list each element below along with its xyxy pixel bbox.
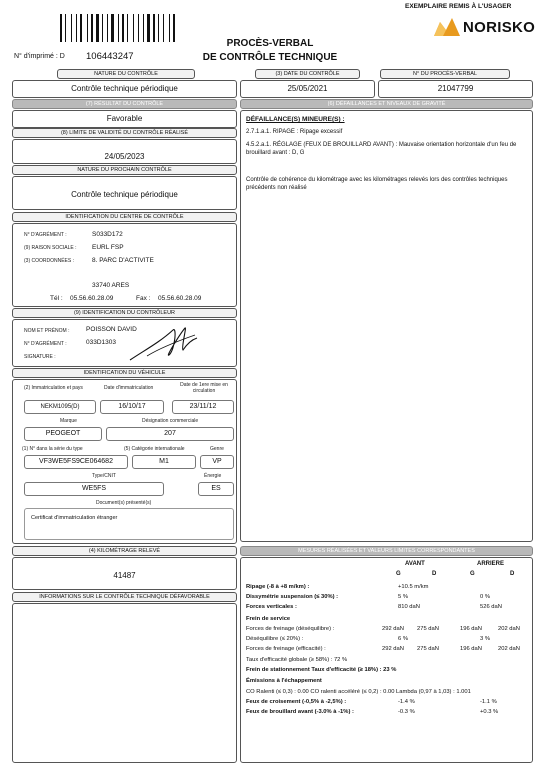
centre-city: 33740 ARES xyxy=(92,282,130,289)
doc-title-2: DE CONTRÔLE TECHNIQUE xyxy=(202,52,338,63)
vehicle-first-reg-label: Date d'immatriculation xyxy=(104,385,154,391)
measure-row-label: Feux de croisement (-0,5% à -2,5%) : xyxy=(246,699,347,705)
measure-value: -1.4 % xyxy=(398,699,415,705)
measure-value: 202 daN xyxy=(498,646,520,652)
vehicle-energy-label: Énergie xyxy=(204,473,222,479)
measure-value: -1.1 % xyxy=(480,699,497,705)
vehicle-energy: ES xyxy=(198,482,234,496)
measure-value: -0.3 % xyxy=(398,709,415,715)
pv-number-value: 21047799 xyxy=(437,84,474,93)
measure-value: 196 daN xyxy=(460,626,482,632)
measure-row-label: Frein de service xyxy=(246,616,291,622)
measure-value: 275 daN xyxy=(417,646,439,652)
signature-icon xyxy=(125,320,200,365)
measure-row-label: Ripage (-8 à +8 m/km) : xyxy=(246,584,310,590)
controller-header: (9) IDENTIFICATION DU CONTRÔLEUR xyxy=(12,308,237,318)
vehicle-reg: NEKM1095(D) xyxy=(24,400,96,414)
vehicle-header: IDENTIFICATION DU VÉHICULE xyxy=(12,368,237,378)
vehicle-docs-label: Document(s) présenté(s) xyxy=(96,500,152,506)
vehicle-type-label: Type/CNIT xyxy=(92,473,116,479)
centre-name-label: (9) RAISON SOCIALE : xyxy=(24,245,77,251)
vehicle-docs: Certificat d'immatriculation étranger xyxy=(31,515,118,521)
measure-value: 6 % xyxy=(398,636,408,642)
measure-row-label: Forces de freinage (efficacité) : xyxy=(246,646,326,652)
date-box xyxy=(240,80,375,98)
controller-name: POISSON DAVID xyxy=(86,326,137,333)
measure-row-label: Déséquilibre (≤ 20%) : xyxy=(246,636,304,642)
vehicle-vin: VF3WE5FS9CE064682 xyxy=(24,455,128,469)
measures-rear-d: D xyxy=(510,571,515,577)
vehicle-docs-box xyxy=(24,508,234,540)
pv-number-box xyxy=(378,80,533,98)
defect-item-2: 4.5.2.a.1. RÉGLAGE (FEUX DE BROUILLARD AVANT) : Mauvaise orientation horizontale d'un feu de brouillard avant : D, G xyxy=(246,142,517,156)
mileage-coherence-note: Contrôle de cohérence du kilométrage avec les kilométrages relevés lors des contrôles techniques précédents non réalisé xyxy=(246,177,508,191)
result-value: Favorable xyxy=(106,114,143,123)
printed-label: N° d'imprimé : D xyxy=(14,53,65,60)
next-control-value: Contrôle technique périodique xyxy=(71,190,178,199)
date-value: 25/05/2021 xyxy=(287,84,328,93)
measure-value: 275 daN xyxy=(417,626,439,632)
unfavorable-header: INFORMATIONS SUR LE CONTRÔLE TECHNIQUE DÉFAVORABLE xyxy=(12,592,237,602)
measures-front-label: AVANT xyxy=(405,561,425,567)
top-note: EXEMPLAIRE REMIS À L'USAGER xyxy=(405,3,512,10)
norisko-logo-icon xyxy=(432,16,462,38)
defects-box xyxy=(240,110,533,542)
unfavorable-box xyxy=(12,603,237,763)
date-header: (3) DATE DU CONTRÔLE xyxy=(255,69,360,79)
vehicle-make: PEOGEOT xyxy=(24,427,102,441)
measure-row-label: Taux d'efficacité globale (≥ 58%) : 72 % xyxy=(246,657,348,663)
printed-number: 106443247 xyxy=(86,51,134,62)
centre-header: IDENTIFICATION DU CENTRE DE CONTRÔLE xyxy=(12,212,237,222)
measure-row-label: Émissions à l'échappement xyxy=(246,678,322,684)
measure-row-label: Frein de stationnement Taux d'efficacité (≥ 18%) : 23 % xyxy=(246,667,397,673)
measure-value: 0 % xyxy=(480,594,490,600)
vehicle-vin-label: (1) N° dans la série du type xyxy=(22,446,83,452)
measure-value: +0.3 % xyxy=(480,709,499,715)
measure-row-label: Forces verticales : xyxy=(246,604,297,610)
brand-name: NORISKO xyxy=(463,19,536,36)
barcode xyxy=(60,14,186,42)
measure-value: 526 daN xyxy=(480,604,502,610)
vehicle-model: 207 xyxy=(106,427,234,441)
validity-value: 24/05/2023 xyxy=(104,152,145,161)
mileage-header: (4) KILOMÉTRAGE RELEVÉ xyxy=(12,546,237,556)
controller-agreement-label: N° D'AGRÉMENT : xyxy=(24,341,67,347)
nature-value: Contrôle technique périodique xyxy=(71,84,178,93)
measure-value: 292 daN xyxy=(382,646,404,652)
vehicle-type: WE5FS xyxy=(24,482,164,496)
vehicle-first-use: 23/11/12 xyxy=(172,400,234,414)
validity-header: (8) LIMITE DE VALIDITÉ DU CONTRÔLE RÉALISÉ xyxy=(12,128,237,138)
controller-name-label: NOM ET PRÉNOM : xyxy=(24,328,70,334)
measures-front-d: D xyxy=(432,571,437,577)
measure-value: 3 % xyxy=(480,636,490,642)
measure-value: 196 daN xyxy=(460,646,482,652)
vehicle-genre-label: Genre xyxy=(210,446,224,452)
vehicle-category: M1 xyxy=(132,455,196,469)
vehicle-make-label: Marque xyxy=(60,418,77,424)
result-header: (7) RÉSULTAT DU CONTRÔLE xyxy=(12,99,237,109)
mileage-value: 41487 xyxy=(113,571,136,580)
controller-agreement: 033D1303 xyxy=(86,339,116,346)
next-control-header: NATURE DU PROCHAIN CONTRÔLE xyxy=(12,165,237,175)
vehicle-first-use-label: Date de 1ere mise en circulation xyxy=(180,382,228,394)
centre-name: EURL FSP xyxy=(92,244,124,251)
result-box xyxy=(12,110,237,128)
doc-title-1: PROCÈS-VERBAL xyxy=(226,38,314,49)
measure-value: 202 daN xyxy=(498,626,520,632)
defect-item-1: 2.7.1.a.1. RIPAGE : Ripage excessif xyxy=(246,129,343,135)
mileage-box xyxy=(12,557,237,590)
measure-row-label: Dissymétrie suspension (≤ 30%) : xyxy=(246,594,339,600)
centre-address: 8. PARC D'ACTIVITE xyxy=(92,257,154,264)
measure-row-label: CO Ralenti (≤ 0,3) : 0.00 CO ralenti accéléré (≤ 0,2) : 0.00 Lambda (0,97 à 1,03) : 1.001 xyxy=(246,689,471,695)
vehicle-genre: VP xyxy=(200,455,234,469)
vehicle-cat-label: (5) Catégorie internationale xyxy=(124,446,185,452)
vehicle-model-label: Désignation commerciale xyxy=(142,418,199,424)
nature-header: NATURE DU CONTRÔLE xyxy=(57,69,195,79)
measure-value: 292 daN xyxy=(382,626,404,632)
measures-front-g: G xyxy=(396,571,401,577)
centre-coords-label: (3) COORDONNÉES : xyxy=(24,258,75,264)
vehicle-reg-label: (2) Immatriculation et pays xyxy=(24,385,83,391)
controller-signature-label: SIGNATURE : xyxy=(24,354,56,360)
centre-agreement-label: N° D'AGRÉMENT : xyxy=(24,232,67,238)
measure-value: 5 % xyxy=(398,594,408,600)
centre-fax: 05.56.60.28.09 xyxy=(158,295,202,302)
pv-number-header: N° DU PROCÈS-VERBAL xyxy=(380,69,510,79)
vehicle-first-reg: 16/10/17 xyxy=(100,400,164,414)
measures-rear-label: ARRIERE xyxy=(477,561,505,567)
nature-box xyxy=(12,80,237,98)
measure-value: +10.5 m/km xyxy=(398,584,429,590)
measures-rear-g: G xyxy=(470,571,475,577)
measure-value: 810 daN xyxy=(398,604,420,610)
validity-box xyxy=(12,139,237,164)
centre-agreement: S033D172 xyxy=(92,231,123,238)
measure-row-label: Forces de freinage (déséquilibre) : xyxy=(246,626,335,632)
centre-fax-label: Fax : xyxy=(136,295,151,302)
next-control-box xyxy=(12,176,237,210)
defects-header: (6) DÉFAILLANCES ET NIVEAUX DE GRAVITÉ xyxy=(240,99,533,109)
measures-header: MESURES RÉALISÉES ET VALEURS LIMITES CORRESPONDANTES xyxy=(240,546,533,556)
centre-tel-label: Tél : xyxy=(50,295,63,302)
centre-tel: 05.56.60.28.09 xyxy=(70,295,114,302)
defects-title: DÉFAILLANCE(S) MINEURE(S) : xyxy=(246,116,345,123)
measure-row-label: Feux de brouillard avant (-3.0% à -1%) : xyxy=(246,709,354,715)
